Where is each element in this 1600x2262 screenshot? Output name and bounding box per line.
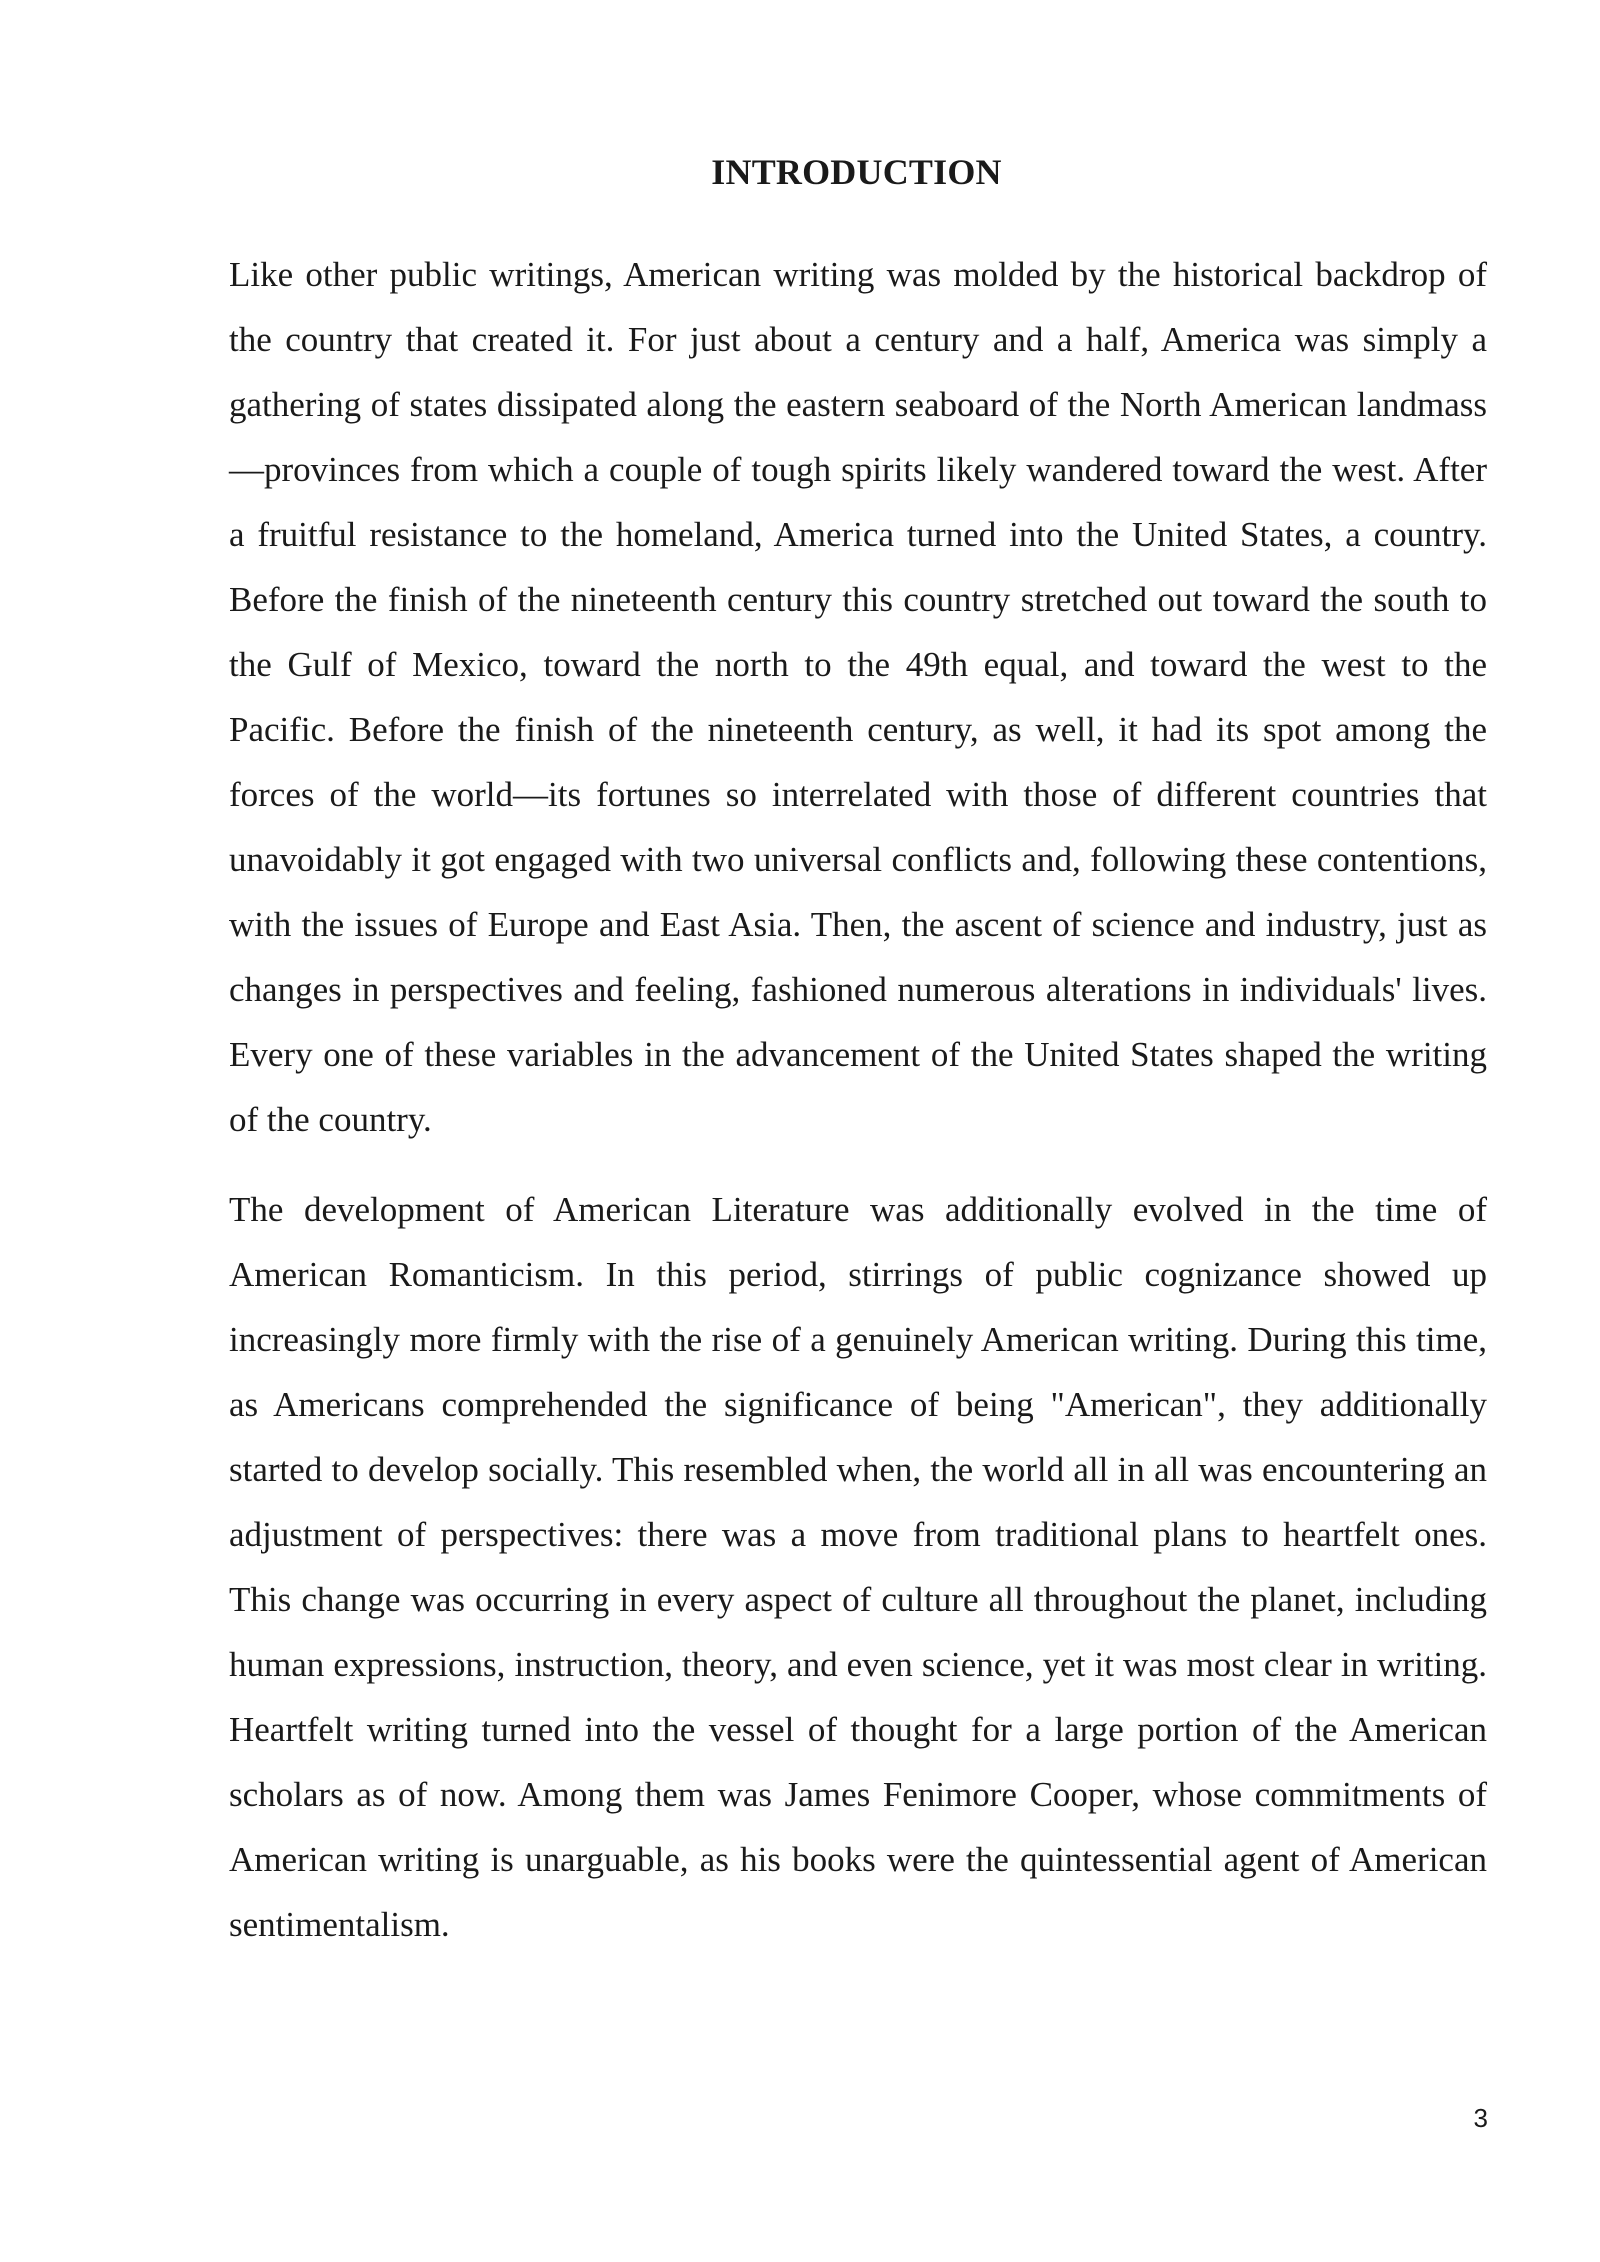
section-title: INTRODUCTION [711, 152, 1002, 192]
paragraph-2: The development of American Literature was additionally evolved in the time of American Romanticism. In this period, stirrings of public cognizance showed up increasingly more firmly with the rise of a genuinely American writing. During this time, as Americans comprehended the significance of being "American", they additionally started to develop socially. This resembled when, the world all in all was encountering an adjustment of perspectives: there was a move from traditional plans to heartfelt ones. This change was occurring in every aspect of culture all throughout the planet, including human expressions, instruction, theory, and even science, yet it was most clear in writing. Heartfelt writing turned into the vessel of thought for a large portion of the American scholars as of now. Among them was James Fenimore Cooper, whose commitments of American writing is unarguable, as his books were the quintessential agent of American sentimentalism. [229, 1190, 1487, 1944]
paragraph-1: Like other public writings, American writing was molded by the historical backdrop of the country that created it. For just about a century and a half, America was simply a gathering of states dissipated along the eastern seaboard of the North American landmass—provinces from which a couple of tough spirits likely wandered toward the west. After a fruitful resistance to the homeland, America turned into the United States, a country. Before the finish of the nineteenth century this country stretched out toward the south to the Gulf of Mexico, toward the north to the 49th equal, and toward the west to the Pacific. Before the finish of the nineteenth century, as well, it had its spot among the forces of the world—its fortunes so interrelated with those of different countries that unavoidably it got engaged with two universal conflicts and, following these contentions, with the issues of Europe and East Asia. Then, the ascent of science and industry, just as changes in perspectives and feeling, fashioned numerous alterations in individuals' lives. Every one of these variables in the advancement of the United States shaped the writing of the country. [229, 255, 1487, 1139]
page-number: 3 [1473, 2103, 1488, 2133]
body-text [229, 242, 1487, 1982]
